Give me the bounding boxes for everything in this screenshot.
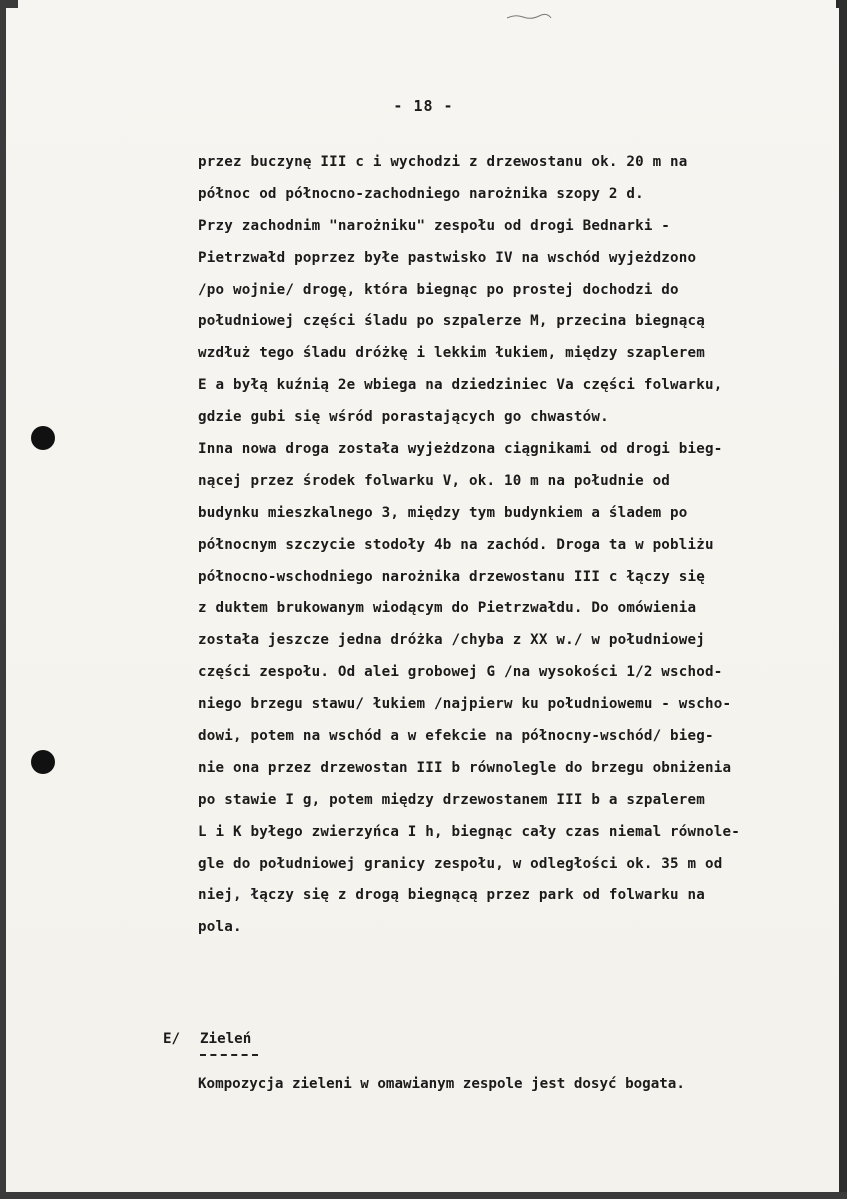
text-line: północno-wschodniego narożnika drzewostanu III c łączy się	[198, 568, 706, 585]
text-line: została jeszcze jedna dróżka /chyba z XX w./ w południowej	[198, 632, 706, 649]
scan-edge-top	[0, 0, 847, 8]
page-number: - 18 -	[393, 97, 454, 115]
text-line: budynku mieszkalnego 3, między tym budynkiem a śladem po	[198, 504, 688, 521]
text-line: gdzie gubi się wśród porastających go chwastów.	[198, 409, 609, 426]
punch-hole-bottom	[31, 750, 55, 774]
text-line: Pietrzwałd poprzez byłe pastwisko IV na wschód wyjeżdzono	[198, 249, 697, 266]
text-line: północ od północno-zachodniego narożnika szopy 2 d.	[198, 185, 644, 202]
text-line: Inna nowa droga została wyjeżdzona ciągnikami od drogi bieg-	[198, 441, 723, 458]
text-line: /po wojnie/ drogę, która biegnąc po prostej dochodzi do	[198, 281, 679, 298]
punch-hole-top	[31, 426, 55, 450]
text-line: z duktem brukowanym wiodącym do Pietrzwałdu. Do omówienia	[198, 600, 697, 617]
text-line: gle do południowej granicy zespołu, w odległości ok. 35 m od	[198, 855, 723, 872]
text-line: nącej przez środek folwarku V, ok. 10 m na południe od	[198, 472, 671, 489]
section-label: E/	[163, 1031, 181, 1047]
text-line: niego brzegu stawu/ łukiem /najpierw ku południowemu - wscho-	[198, 696, 732, 713]
body-text	[198, 147, 810, 944]
text-line: wzdłuż tego śladu dróżkę i lekkim łukiem, między szaplerem	[198, 345, 706, 362]
text-line: E a byłą kuźnią 2e wbiega na dziedziniec Va części folwarku,	[198, 377, 723, 394]
text-line: niej, łączy się z drogą biegnącą przez park od folwarku na	[198, 887, 706, 904]
scan-edge-right	[839, 0, 847, 1199]
text-line: Przy zachodnim "narożniku" zespołu od drogi Bednarki -	[198, 217, 671, 234]
text-line: południowej części śladu po szpalerze M, przecina biegnącą	[198, 313, 706, 330]
section-text: Kompozycja zieleni w omawianym zespole jest dosyć bogata.	[198, 1076, 685, 1092]
text-line: przez buczynę III c i wychodzi z drzewostanu ok. 20 m na	[198, 154, 688, 170]
text-line: nie ona przez drzewostan III b równolegle do brzegu obniżenia	[198, 759, 732, 776]
text-line: części zespołu. Od alei grobowej G /na wysokości 1/2 wschod-	[198, 664, 723, 681]
pencil-scribble	[505, 12, 553, 22]
section-title: Zieleń	[200, 1031, 252, 1047]
scan-edge-left	[0, 0, 6, 1199]
text-line: po stawie I g, potem między drzewostanem III b a szpalerem	[198, 791, 706, 808]
text-line: pola.	[198, 919, 242, 936]
text-line: L i K byłego zwierzyńca I h, biegnąc cały czas niemal równole-	[198, 823, 740, 840]
text-line: dowi, potem na wschód a w efekcie na północny-wschód/ bieg-	[198, 728, 714, 745]
section-underline	[200, 1054, 258, 1058]
text-line: północnym szczycie stodoły 4b na zachód. Droga ta w pobliżu	[198, 536, 714, 553]
scan-edge-bottom	[0, 1192, 847, 1199]
